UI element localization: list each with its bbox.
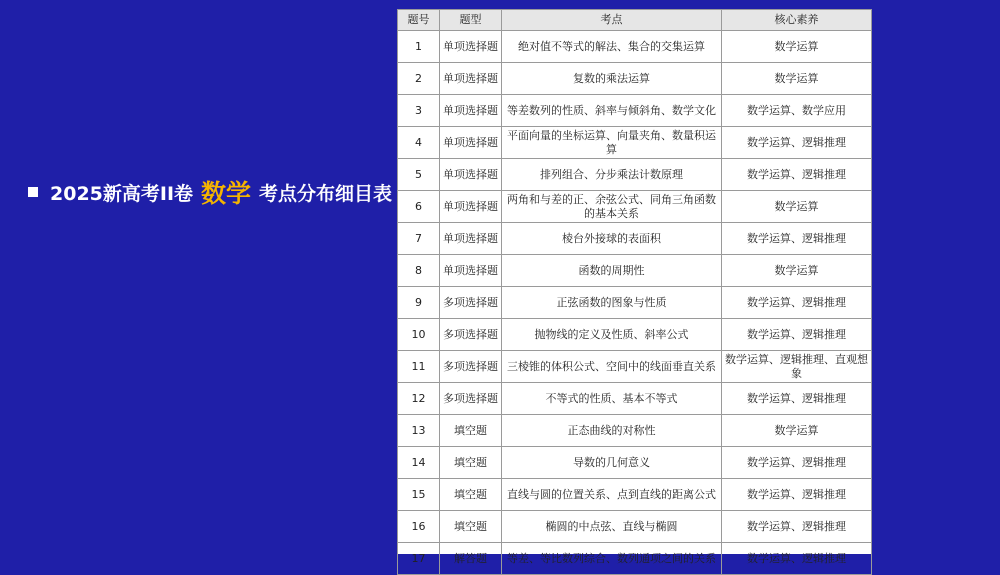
cell-competency: 数学运算、逻辑推理 [722,543,872,575]
cell-type: 单项选择题 [440,223,502,255]
table-row [398,447,872,479]
cell-number: 9 [398,287,440,319]
table-row [398,287,872,319]
table-row [398,63,872,95]
cell-type: 单项选择题 [440,127,502,159]
cell-competency: 数学运算、逻辑推理 [722,479,872,511]
cell-type: 解答题 [440,543,502,575]
cell-topic: 直线与圆的位置关系、点到直线的距离公式 [502,479,722,511]
heading-prefix: 2025新高考II卷 [50,182,194,205]
cell-number: 14 [398,447,440,479]
table-row [398,159,872,191]
cell-type: 多项选择题 [440,351,502,383]
cell-topic: 不等式的性质、基本不等式 [502,383,722,415]
cell-competency: 数学运算 [722,415,872,447]
cell-topic: 等差、等比数列综合、数列通项之间的关系 [502,543,722,575]
table-row [398,479,872,511]
cell-type: 填空题 [440,415,502,447]
cell-number: 16 [398,511,440,543]
table-row [398,383,872,415]
table-header-row [398,10,872,31]
cell-number: 12 [398,383,440,415]
table-row [398,415,872,447]
cell-number: 8 [398,255,440,287]
header-number: 题号 [398,10,440,31]
cell-topic: 三棱锥的体积公式、空间中的线面垂直关系 [502,351,722,383]
table-row [398,255,872,287]
cell-type: 单项选择题 [440,191,502,223]
cell-number: 4 [398,127,440,159]
cell-topic: 正弦函数的图象与性质 [502,287,722,319]
cell-number: 2 [398,63,440,95]
slide-heading [28,174,392,210]
exam-points-table-image [397,9,872,565]
cell-topic: 复数的乘法运算 [502,63,722,95]
cell-competency: 数学运算、逻辑推理 [722,159,872,191]
cell-topic: 绝对值不等式的解法、集合的交集运算 [502,31,722,63]
cell-number: 13 [398,415,440,447]
cell-topic: 两角和与差的正、余弦公式、同角三角函数的基本关系 [502,191,722,223]
cell-number: 10 [398,319,440,351]
cell-number: 5 [398,159,440,191]
table-row [398,31,872,63]
cell-number: 7 [398,223,440,255]
cell-competency: 数学运算 [722,255,872,287]
cell-topic: 函数的周期性 [502,255,722,287]
cell-type: 多项选择题 [440,383,502,415]
cell-type: 单项选择题 [440,31,502,63]
cell-type: 单项选择题 [440,95,502,127]
cell-topic: 等差数列的性质、斜率与倾斜角、数学文化 [502,95,722,127]
cell-number: 6 [398,191,440,223]
cell-competency: 数学运算、逻辑推理 [722,223,872,255]
cell-type: 单项选择题 [440,63,502,95]
table-row [398,223,872,255]
cell-number: 1 [398,31,440,63]
cell-type: 填空题 [440,479,502,511]
cell-competency: 数学运算、数学应用 [722,95,872,127]
cell-competency: 数学运算 [722,31,872,63]
cell-number: 11 [398,351,440,383]
cell-number: 3 [398,95,440,127]
cell-type: 单项选择题 [440,159,502,191]
cell-competency: 数学运算、逻辑推理 [722,287,872,319]
header-type: 题型 [440,10,502,31]
heading-highlight: 数学 [201,179,252,208]
cell-competency: 数学运算、逻辑推理 [722,319,872,351]
cell-number: 15 [398,479,440,511]
cell-competency: 数学运算、逻辑推理 [722,447,872,479]
header-competency: 核心素养 [722,10,872,31]
table-row [398,511,872,543]
table-row [398,319,872,351]
cell-topic: 排列组合、分步乘法计数原理 [502,159,722,191]
cell-type: 多项选择题 [440,319,502,351]
square-bullet-icon [28,187,38,197]
table-row [398,95,872,127]
cell-topic: 椭圆的中点弦、直线与椭圆 [502,511,722,543]
cell-topic: 平面向量的坐标运算、向量夹角、数量积运算 [502,127,722,159]
cell-number: 17 [398,543,440,575]
cell-topic: 正态曲线的对称性 [502,415,722,447]
table-row [398,127,872,159]
table-row [398,543,872,575]
cell-competency: 数学运算 [722,63,872,95]
heading-suffix: 考点分布细目表 [259,182,393,205]
cell-topic: 导数的几何意义 [502,447,722,479]
table-row [398,191,872,223]
cell-type: 填空题 [440,447,502,479]
cell-topic: 抛物线的定义及性质、斜率公式 [502,319,722,351]
table-row [398,351,872,383]
header-topic: 考点 [502,10,722,31]
cell-type: 单项选择题 [440,255,502,287]
cell-topic: 棱台外接球的表面积 [502,223,722,255]
cell-competency: 数学运算、逻辑推理 [722,383,872,415]
cell-competency: 数学运算、逻辑推理 [722,511,872,543]
cell-type: 填空题 [440,511,502,543]
cell-competency: 数学运算 [722,191,872,223]
cell-competency: 数学运算、逻辑推理、直观想象 [722,351,872,383]
exam-points-table [397,9,872,575]
cell-competency: 数学运算、逻辑推理 [722,127,872,159]
table-body [398,31,872,575]
cell-type: 多项选择题 [440,287,502,319]
